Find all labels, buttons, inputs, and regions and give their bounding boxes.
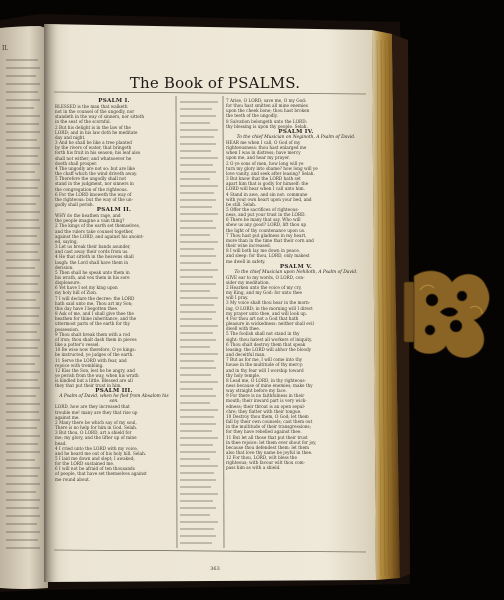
psalm-4-heading: PSALM IV. xyxy=(278,128,314,135)
verse-line: head. xyxy=(55,440,67,446)
page-number: 363 xyxy=(210,566,220,572)
verse-line: my prayer unto thee, and will look up. xyxy=(226,310,308,316)
verse-line: against the LORD, and against his anoint- xyxy=(55,233,144,239)
verse-line: the chaff which the wind driveth away. xyxy=(55,171,138,177)
verse-line: 7 Thou hast put gladness in my heart, xyxy=(226,232,307,238)
verse-line: HEAR me when I call, O God of my xyxy=(226,139,301,145)
verse-line: sight: thou hatest all workers of iniquity. xyxy=(226,336,313,342)
verse-line: 5 Therefore the ungodly shall not xyxy=(55,176,127,182)
verse-line: 10 Destroy thou them, O God; let them xyxy=(226,413,309,419)
verse-line: 4 The ungodly are not so: but are like xyxy=(55,165,135,171)
verse-line: of iron; thou shalt dash them in pieces xyxy=(55,336,137,342)
psalm-2-heading: PSALM II. xyxy=(96,207,132,214)
verse-line: sider my meditation. xyxy=(226,279,270,285)
verse-line: There is no help for him in God. Selah. xyxy=(55,425,138,431)
verse-line: 3 Let us break their bands asunder, xyxy=(55,244,131,250)
verse-line: 10 Be wise now therefore, O ye kings: xyxy=(55,347,136,353)
left-text-column xyxy=(55,98,173,482)
verse-line: 3 And he shall be like a tree planted xyxy=(55,140,132,146)
verse-line: me round about. xyxy=(55,476,91,482)
verse-line: 2 O ye sons of men, how long will ye xyxy=(226,160,304,166)
verse-line: derision. xyxy=(55,264,74,270)
verse-line: turn my glory into shame? how long will ye xyxy=(226,165,318,171)
verse-line: LORD; and in his law doth he meditate xyxy=(55,129,138,135)
right-text-column xyxy=(226,98,366,471)
verse-line: by the rivers of water, that bringeth xyxy=(55,145,132,151)
verse-line: laugh: the Lord shall have them in xyxy=(55,259,129,265)
verse-line: and the rulers take counsel together, xyxy=(55,228,134,234)
verse-line: and deceitful man. xyxy=(226,352,266,358)
verse-line: 2 The kings of the earth set themselves, xyxy=(55,223,141,229)
verse-line: and sleep: for thou, LORD, only makest xyxy=(226,253,310,259)
verse-line: shall not wither; and whatsoever he xyxy=(55,155,132,161)
verse-line: righteousness: thou hast enlarged me xyxy=(226,145,307,151)
verse-line: uttermost parts of the earth for thy xyxy=(55,321,130,327)
verse-line: leasing: the LORD will abhor the bloody xyxy=(226,346,312,352)
verse-line: 8 I will both lay me down in peace, xyxy=(226,248,301,254)
psalm-5-heading: PSALM V. xyxy=(279,263,313,270)
verse-line: 3 But know that the LORD hath set xyxy=(226,176,301,182)
verse-line: 9 Thou shalt break them with a rod xyxy=(55,331,131,337)
verse-line: forth his fruit in his season; his leaf also xyxy=(55,150,141,156)
verse-line: also that love thy name be joyful in thee. xyxy=(226,450,313,455)
verse-line: they that put their trust in him. xyxy=(55,383,122,389)
verse-line: not in the counsel of the ungodly, nor xyxy=(55,109,135,115)
verse-line: the light of thy countenance upon us. xyxy=(226,227,306,233)
verse-line: LORD will hear when I call unto him. xyxy=(226,186,305,192)
verse-line: for they have rebelled against thee. xyxy=(226,429,302,435)
psalm-5-subtitle: To the chief Musician upon Nehiloth, A Psalm of David. xyxy=(234,269,358,275)
verse-line: 3 My voice shalt thou hear in the morn- xyxy=(226,300,311,306)
verse-line: 5 I laid me down and slept; I awaked; xyxy=(55,456,135,461)
verse-line: 7 But as for me, I will come into thy xyxy=(226,357,303,363)
verse-line: pass him as with a shield. xyxy=(226,465,281,471)
verse-line: and cast away their cords from us. xyxy=(55,249,129,255)
verse-line: 11 Serve the LORD with fear, and xyxy=(55,357,127,363)
verse-line: in the seat of the scornful. xyxy=(55,119,111,125)
verse-line: 6 Thou shalt destroy them that speak xyxy=(226,341,306,347)
verse-line: the teeth of the ungodly. xyxy=(226,113,278,119)
verse-line: house in the multitude of thy mercy: xyxy=(226,362,304,368)
brass-clasp-ornament xyxy=(404,271,489,358)
verse-line: my King, and my God: for unto thee xyxy=(226,290,303,296)
verse-line: this day have I begotten thee. xyxy=(55,305,119,311)
verse-line: 11 But let all those that put their trust xyxy=(226,434,308,440)
verse-line: 5 Offer the sacrifices of righteous- xyxy=(226,206,299,212)
verse-line: GIVE ear to my words, O LORD, con- xyxy=(226,274,305,280)
verse-line: doeth shall prosper. xyxy=(55,160,98,166)
page-title: The Book of PSALMS. xyxy=(129,74,301,92)
verse-line: chre; they flatter with their tongue. xyxy=(226,408,302,414)
verse-line: against me. xyxy=(55,414,80,420)
verse-line: shew us any good? LORD, lift thou up xyxy=(226,222,307,228)
verse-line: like a potter's vessel. xyxy=(55,342,100,348)
verse-line: standeth in the way of sinners, nor sitteth xyxy=(55,114,145,120)
verse-line: my holy hill of Zion. xyxy=(55,290,98,296)
verse-line: thy holy temple. xyxy=(226,372,261,378)
verse-line: be still. Selah. xyxy=(226,201,257,207)
verse-line: and he heard me out of his holy hill. Selah. xyxy=(55,450,147,456)
verse-line: me; my glory, and the lifter up of mine xyxy=(55,435,137,441)
psalm-1-text xyxy=(55,104,173,207)
verse-line: 7 Arise, O LORD; save me, O my God: xyxy=(226,98,307,103)
verse-line: 9 For there is no faithfulness in their xyxy=(226,393,305,399)
verse-line: 6 There be many that say, Who will xyxy=(226,217,301,223)
verse-line: displeasure. xyxy=(55,280,81,286)
verse-line: 8 Lead me, O LORD, in thy righteous- xyxy=(226,377,306,383)
verse-line: ness because of mine enemies; make thy xyxy=(226,382,313,388)
left-page-corner-mark: II. xyxy=(2,45,9,52)
verse-line: upon me, and hear my prayer. xyxy=(226,155,290,161)
verse-line: when I was in distress; have mercy xyxy=(226,150,301,156)
verse-line: 2 Many there be which say of my soul, xyxy=(55,419,137,425)
verse-line: me dwell in safety. xyxy=(226,258,266,264)
verse-line: dwell with thee. xyxy=(226,326,261,332)
psalm-3-heading: PSALM III. xyxy=(95,388,133,395)
verse-line: pleasure in wickedness: neither shall evil xyxy=(226,321,314,327)
verse-line: of people, that have set themselves against xyxy=(55,471,147,477)
verse-line: 8 Ask of me, and I shall give thee the xyxy=(55,311,134,317)
verse-line: 2 Hearken unto the voice of my cry, xyxy=(226,285,302,290)
verse-line: his wrath, and vex them in his sore xyxy=(55,275,130,280)
verse-line: the congregation of the righteous. xyxy=(55,186,128,192)
verse-line: BLESSED is the man that walketh xyxy=(55,104,128,109)
verse-line: 3 But thou, O LORD, art a shield for xyxy=(55,430,132,436)
verse-line: way straight before my face. xyxy=(226,388,287,394)
verse-line: and in thy fear will I worship toward xyxy=(226,367,304,373)
verse-line: will I pray. xyxy=(226,295,249,301)
verse-line: with your own heart upon your bed, and xyxy=(226,196,312,202)
verse-line: fall by their own counsels; cast them out xyxy=(226,419,313,425)
verse-line: 5 Then shall he speak unto them in xyxy=(55,269,130,275)
psalm-3-text xyxy=(55,404,173,481)
verse-line: rejoice with trembling. xyxy=(55,362,104,368)
verse-line: stand in the judgment, nor sinners in xyxy=(55,181,134,187)
psalm-3-subtitle: A Psalm of David, when he fled from Absalom his son. xyxy=(59,394,169,405)
verse-line: because thou defendest them: let them xyxy=(226,444,310,450)
verse-line: 4 Stand in awe, and sin not: commune xyxy=(226,191,308,197)
psalm-3-end-text xyxy=(226,98,366,129)
verse-line: 4 I cried unto the LORD with my voice, xyxy=(55,445,139,451)
verse-line: thy blessing is upon thy people. Selah. xyxy=(226,123,308,129)
verse-line: hath said unto me, Thou art my Son; xyxy=(55,300,133,306)
verse-line: righteous; with favour wilt thou com- xyxy=(226,460,306,466)
verse-line: 4 He that sitteth in the heavens shall xyxy=(55,254,134,260)
verse-line: godly shall perish. xyxy=(55,201,94,207)
verse-line: love vanity, and seek after leasing? Selah. xyxy=(226,170,315,176)
verse-line: 8 Salvation belongeth unto the LORD: xyxy=(226,118,307,124)
verse-line: is kindled but a little. Blessed are all xyxy=(55,378,133,384)
verse-line: for thou hast smitten all mine enemies xyxy=(226,103,308,109)
verse-line: 6 For the LORD knoweth the way of xyxy=(55,191,132,197)
verse-line: possession. xyxy=(55,326,80,332)
verse-line: 12 For thou, LORD, wilt bless the xyxy=(226,455,297,461)
verse-line: mouth; their inward part is very wick- xyxy=(226,398,307,404)
verse-line: be instructed, ye judges of the earth. xyxy=(55,352,134,358)
verse-line: 5 The foolish shall not stand in thy xyxy=(226,331,300,337)
verse-line: in thee rejoice: let them ever shout for joy, xyxy=(226,439,317,445)
verse-line: more than in the time that their corn and xyxy=(226,237,314,243)
verse-line: the people imagine a vain thing? xyxy=(55,218,125,224)
verse-line: LORD, how are they increased that xyxy=(55,404,130,410)
verse-line: heathen for thine inheritance, and the xyxy=(55,316,137,322)
verse-line: 12 Kiss the Son, lest he be angry, and xyxy=(55,367,135,373)
psalm-1-heading: PSALM I. xyxy=(98,98,130,104)
verse-line: 6 I will not be afraid of ten thousands xyxy=(55,466,135,472)
psalm-4-subtitle: To the chief Musician on Neginoth, A Psalm of David. xyxy=(236,134,356,140)
verse-line: day and night. xyxy=(55,134,86,140)
verse-line: their wine increased. xyxy=(226,243,271,249)
verse-line: 7 I will declare the decree: the LORD xyxy=(55,295,135,301)
verse-line: 4 For thou art not a God that hath xyxy=(226,315,299,321)
verse-line: upon the cheek bone; thou hast broken xyxy=(226,108,310,114)
verse-line: ye perish from the way, when his wrath xyxy=(55,372,139,378)
verse-line: WHY do the heathen rage, and xyxy=(55,213,121,219)
verse-line: 2 But his delight is in the law of the xyxy=(55,124,131,130)
psalm-2-text xyxy=(55,213,173,388)
verse-line: for the LORD sustained me. xyxy=(55,461,115,467)
verse-line: edness; their throat is an open sepul- xyxy=(226,403,306,409)
psalm-4-text xyxy=(226,140,366,264)
verse-line: ing, O LORD; in the morning will I direct xyxy=(226,305,313,311)
verse-line: in the multitude of their transgressions; xyxy=(226,424,311,430)
psalm-5-text xyxy=(226,275,366,471)
verse-line: 6 Yet have I set my king upon xyxy=(55,285,118,291)
verse-line: apart him that is godly for himself: the xyxy=(226,181,309,187)
verse-line: trouble me! many are they that rise up xyxy=(55,409,138,415)
verse-line: the righteous: but the way of the un- xyxy=(55,196,133,202)
verse-line: ness, and put your trust in the LORD. xyxy=(226,212,306,218)
verse-line: ed, saying, xyxy=(55,238,78,244)
